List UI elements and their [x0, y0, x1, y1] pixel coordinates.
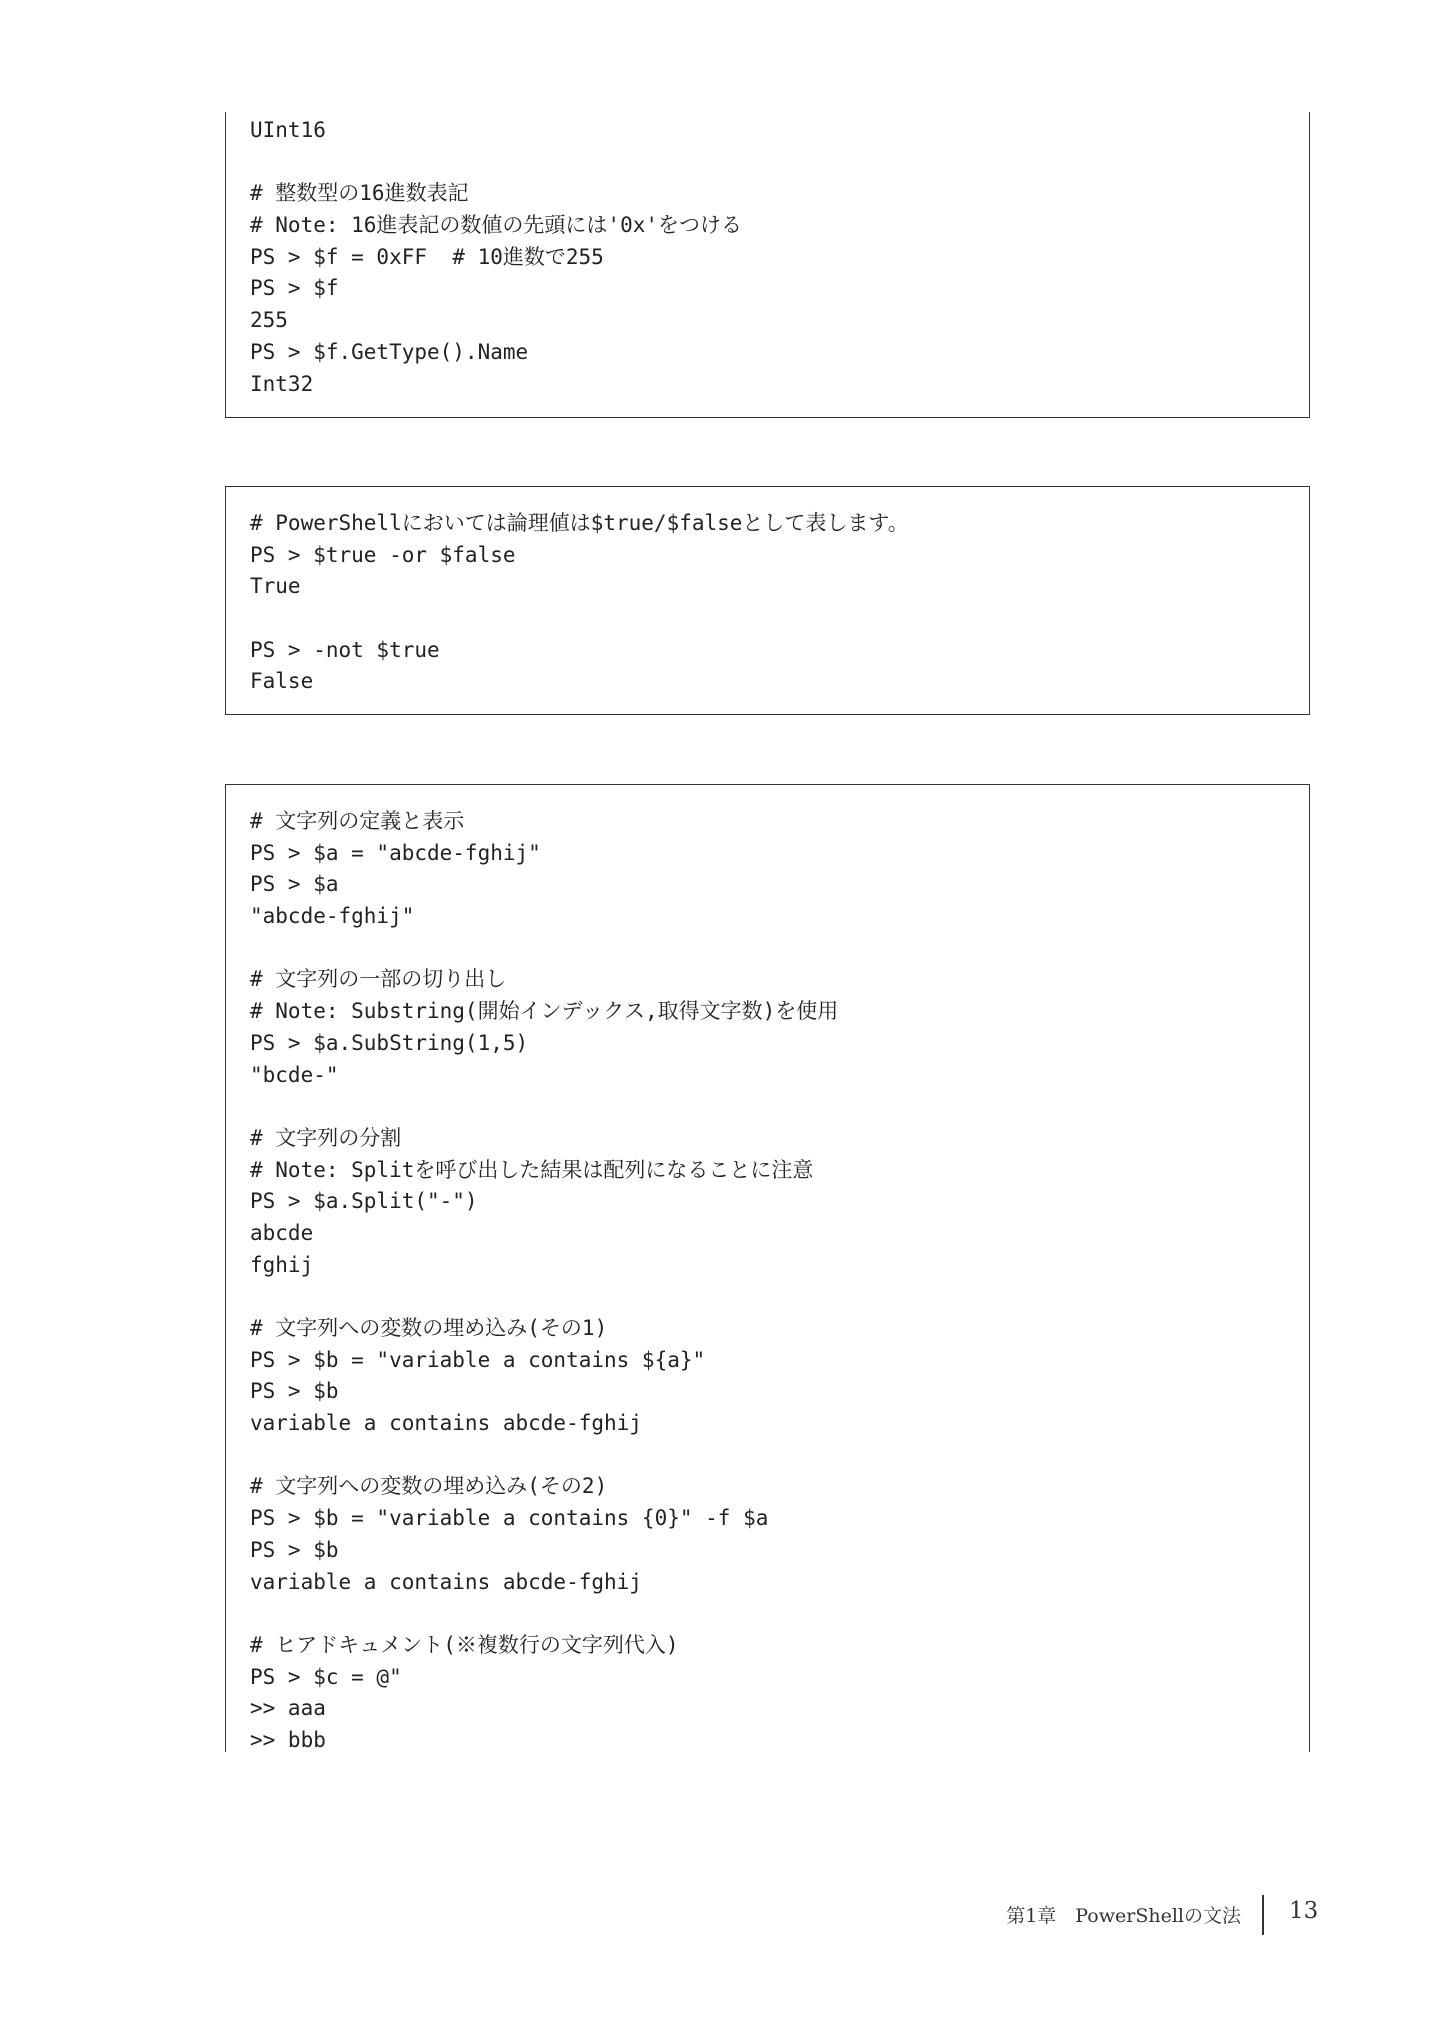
code-line: "abcde-fghij" [250, 904, 415, 929]
code-line: PS > $a [250, 872, 339, 897]
code-line: >> bbb [250, 1727, 326, 1752]
code-line: # 文字列の一部の切り出し [250, 967, 507, 992]
code-line: PS > $a = "abcde-fghij" [250, 840, 541, 865]
code-line: variable a contains abcde-fghij [250, 1569, 642, 1594]
page-footer [0, 1895, 1433, 1955]
code-line [250, 147, 1285, 179]
code-line: PS > -not $true [250, 637, 440, 662]
code-line: PS > $b = "variable a contains {0}" -f $a [250, 1506, 769, 1531]
code-line [250, 1091, 1285, 1123]
code-line: # Note: Substring(開始インデックス,取得文字数)を使用 [250, 999, 839, 1024]
code-block-2 [225, 486, 1310, 715]
code-line: # Note: 16進表記の数値の先頭には'0x'をつける [250, 213, 743, 238]
footer-divider [1262, 1895, 1264, 1935]
code-line: # Note: Splitを呼び出した結果は配列になることに注意 [250, 1157, 814, 1182]
code-line: True [250, 574, 301, 599]
code-line: variable a contains abcde-fghij [250, 1411, 642, 1436]
code-line: PS > $b = "variable a contains ${a}" [250, 1347, 706, 1372]
code-line [250, 1281, 1285, 1313]
code-line: fghij [250, 1252, 314, 1277]
code-line: PS > $a.SubString(1,5) [250, 1030, 529, 1055]
code-line: False [250, 669, 314, 694]
code-line: PS > $true -or $false [250, 542, 516, 567]
code-block-3 [225, 784, 1310, 1752]
code-line: PS > $c = @" [250, 1664, 402, 1689]
code-line: PS > $f.GetType().Name [250, 339, 529, 364]
code-block-1 [225, 112, 1310, 418]
code-line: UInt16 [250, 118, 326, 142]
code-line: PS > $b [250, 1537, 339, 1562]
code-line: PS > $a.Split("-") [250, 1189, 478, 1214]
code-line: PS > $b [250, 1379, 339, 1404]
code-line: # 文字列の分割 [250, 1125, 402, 1150]
code-line [250, 933, 1285, 965]
chapter-title: 第1章 PowerShellの文法 [1006, 1905, 1241, 1927]
code-line [250, 603, 1285, 635]
code-line: >> aaa [250, 1696, 326, 1721]
code-line: PS > $f = 0xFF # 10進数で255 [250, 244, 604, 269]
code-line: # 文字列の定義と表示 [250, 809, 465, 833]
code-line: # 整数型の16進数表記 [250, 181, 469, 206]
page-number: 13 [1289, 1898, 1319, 1924]
code-line: 255 [250, 308, 288, 333]
code-line: # 文字列への変数の埋め込み(その2) [250, 1474, 608, 1499]
code-line: "bcde-" [250, 1062, 339, 1087]
code-line: # ヒアドキュメント(※複数行の文字列代入) [250, 1632, 679, 1657]
code-line: Int32 [250, 371, 314, 396]
code-line [250, 1440, 1285, 1472]
code-line: # 文字列への変数の埋め込み(その1) [250, 1316, 608, 1340]
code-line: PS > $f [250, 276, 339, 301]
code-line [250, 1598, 1285, 1630]
code-line: abcde [250, 1220, 314, 1245]
code-line: # PowerShellにおいては論理値は$true/$falseとして表します。 [250, 511, 909, 535]
